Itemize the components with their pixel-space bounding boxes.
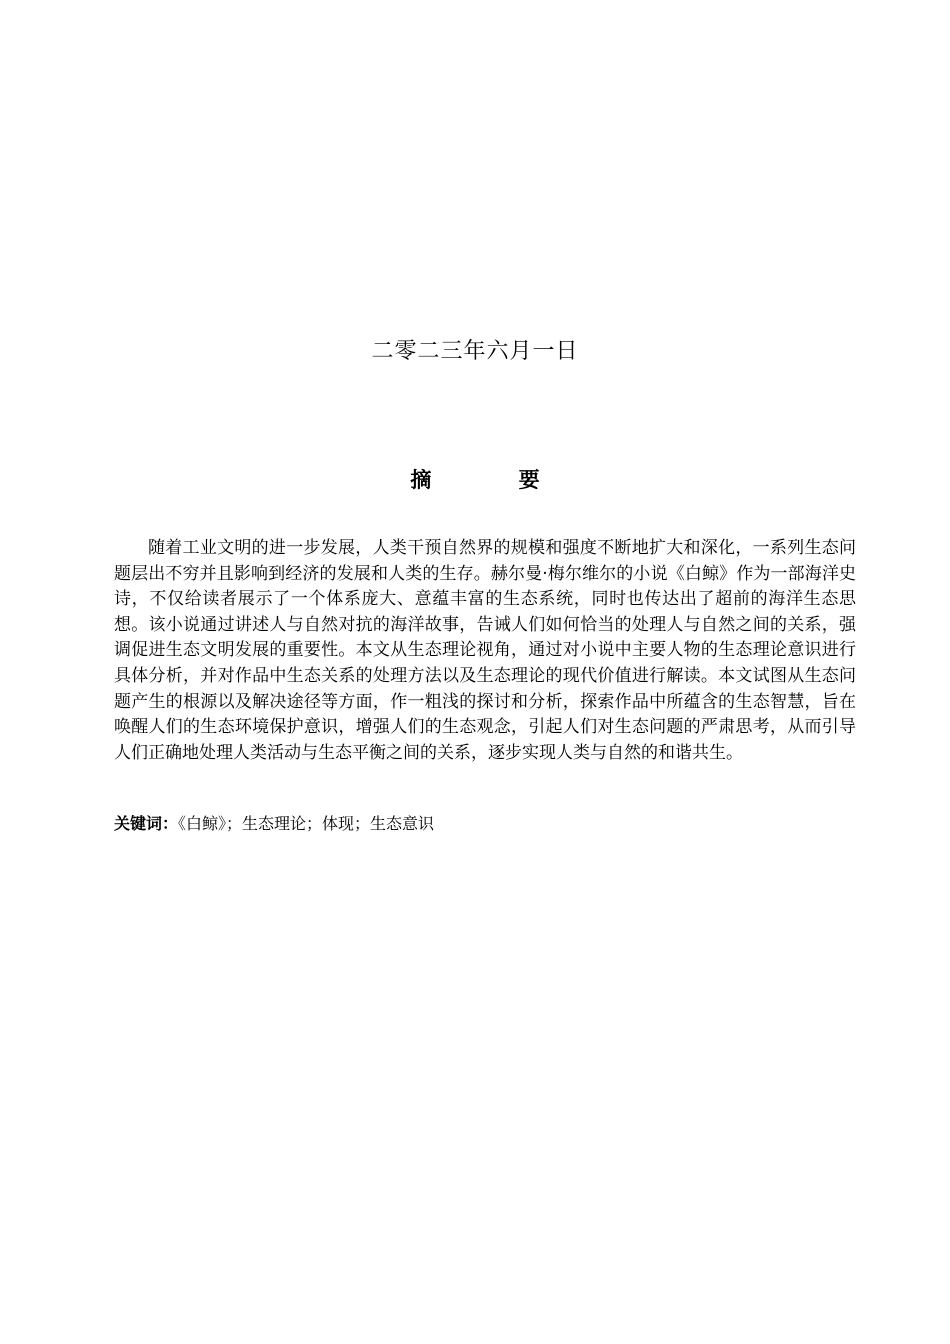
keywords-label: 关键词： xyxy=(114,814,179,833)
keywords-value: 《白鲸》；生态理论；体现；生态意识 xyxy=(178,814,435,833)
keywords-line xyxy=(114,812,856,836)
abstract-title: 摘 要 xyxy=(410,468,580,492)
date-line: 二零二三年六月一日 xyxy=(371,339,579,364)
abstract-body: 随着工业文明的进一步发展，人类干预自然界的规模和强度不断地扩大和深化，一系列生态问题层出不穷并且影响到经济的发展和人类的生存。赫尔曼·梅尔维尔的小说《白鲸》作为一部海洋史诗，不仅给读者展示了一个体系庞大、意蕴丰富的生态系统，同时也传达出了超前的海洋生态思想。该小说通过讲述人与自然对抗的海洋故事，告诫人们如何恰当的处理人与自然之间的关系，强调促进生态文明发展的重要性。本文从生态理论视角，通过对小说中主要人物的生态理论意识进行具体分析，并对作品中生态关系的处理方法以及生态理论的现代价值进行解读。本文试图从生态问题产生的根源以及解决途径等方面，作一粗浅的探讨和分析，探索作品中所蕴含的生态智慧，旨在唤醒人们的生态环境保护意识，增强人们的生态观念，引起人们对生态问题的严肃思考，从而引导人们正确地处理人类活动与生态平衡之间的关系，逐步实现人类与自然的和谐共生。 xyxy=(114,538,856,763)
